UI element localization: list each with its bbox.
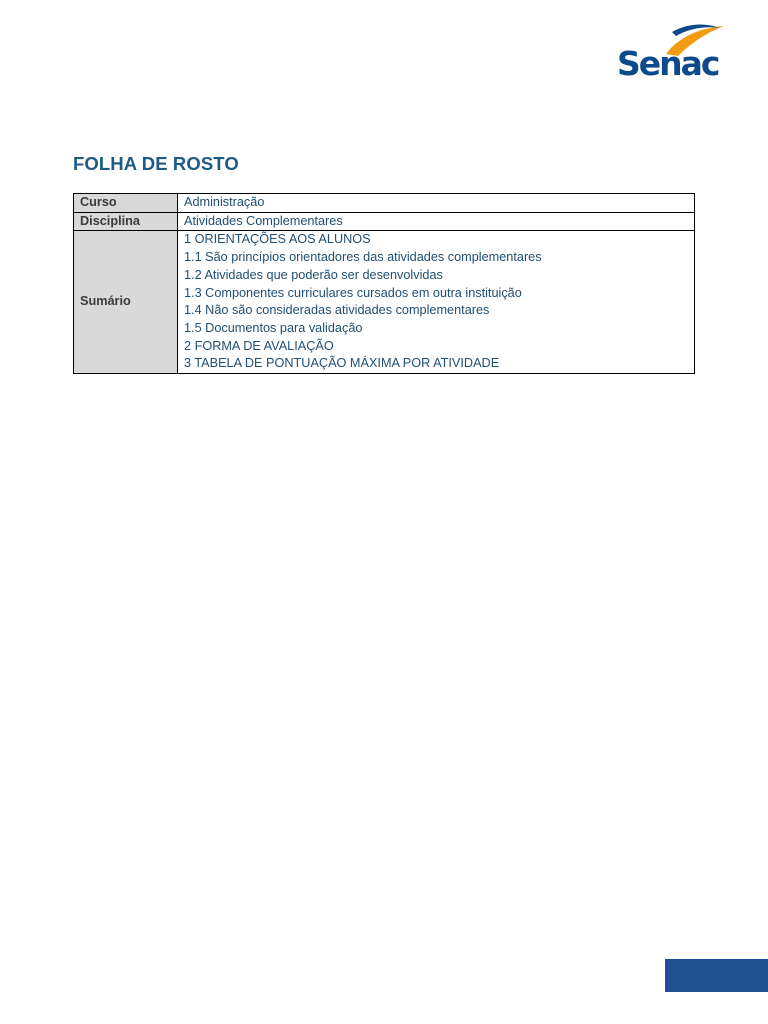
summary-item[interactable]: 1 ORIENTAÇÕES AOS ALUNOS [184,232,371,247]
row-label-curso: Curso [74,194,178,213]
summary-item[interactable]: 1.1 São princípios orientadores das atividades complementares [184,250,542,265]
table-row-disciplina [74,212,695,231]
table-row-sumario [74,231,695,374]
cover-sheet-table [73,193,695,374]
row-value-curso: Administração [178,194,695,213]
summary-list [178,231,695,374]
row-label-sumario: Sumário [74,231,178,374]
senac-logo-text: Senac [617,44,719,83]
summary-item[interactable]: 1.5 Documentos para validação [184,320,363,335]
summary-item[interactable]: 1.2 Atividades que poderão ser desenvolvidas [184,267,443,282]
row-label-disciplina: Disciplina [74,212,178,231]
footer-color-block [665,959,768,992]
senac-logo [614,20,734,84]
summary-item[interactable]: 1.3 Componentes curriculares cursados em outra instituição [184,285,522,300]
table-row-curso [74,194,695,213]
page-title: FOLHA DE ROSTO [73,153,239,174]
summary-item[interactable]: 3 TABELA DE PONTUAÇÃO MÁXIMA POR ATIVIDADE [184,356,500,371]
summary-item[interactable]: 2 FORMA DE AVALIAÇÃO [184,338,334,353]
summary-item[interactable]: 1.4 Não são consideradas atividades complementares [184,303,490,318]
row-value-disciplina: Atividades Complementares [178,212,695,231]
